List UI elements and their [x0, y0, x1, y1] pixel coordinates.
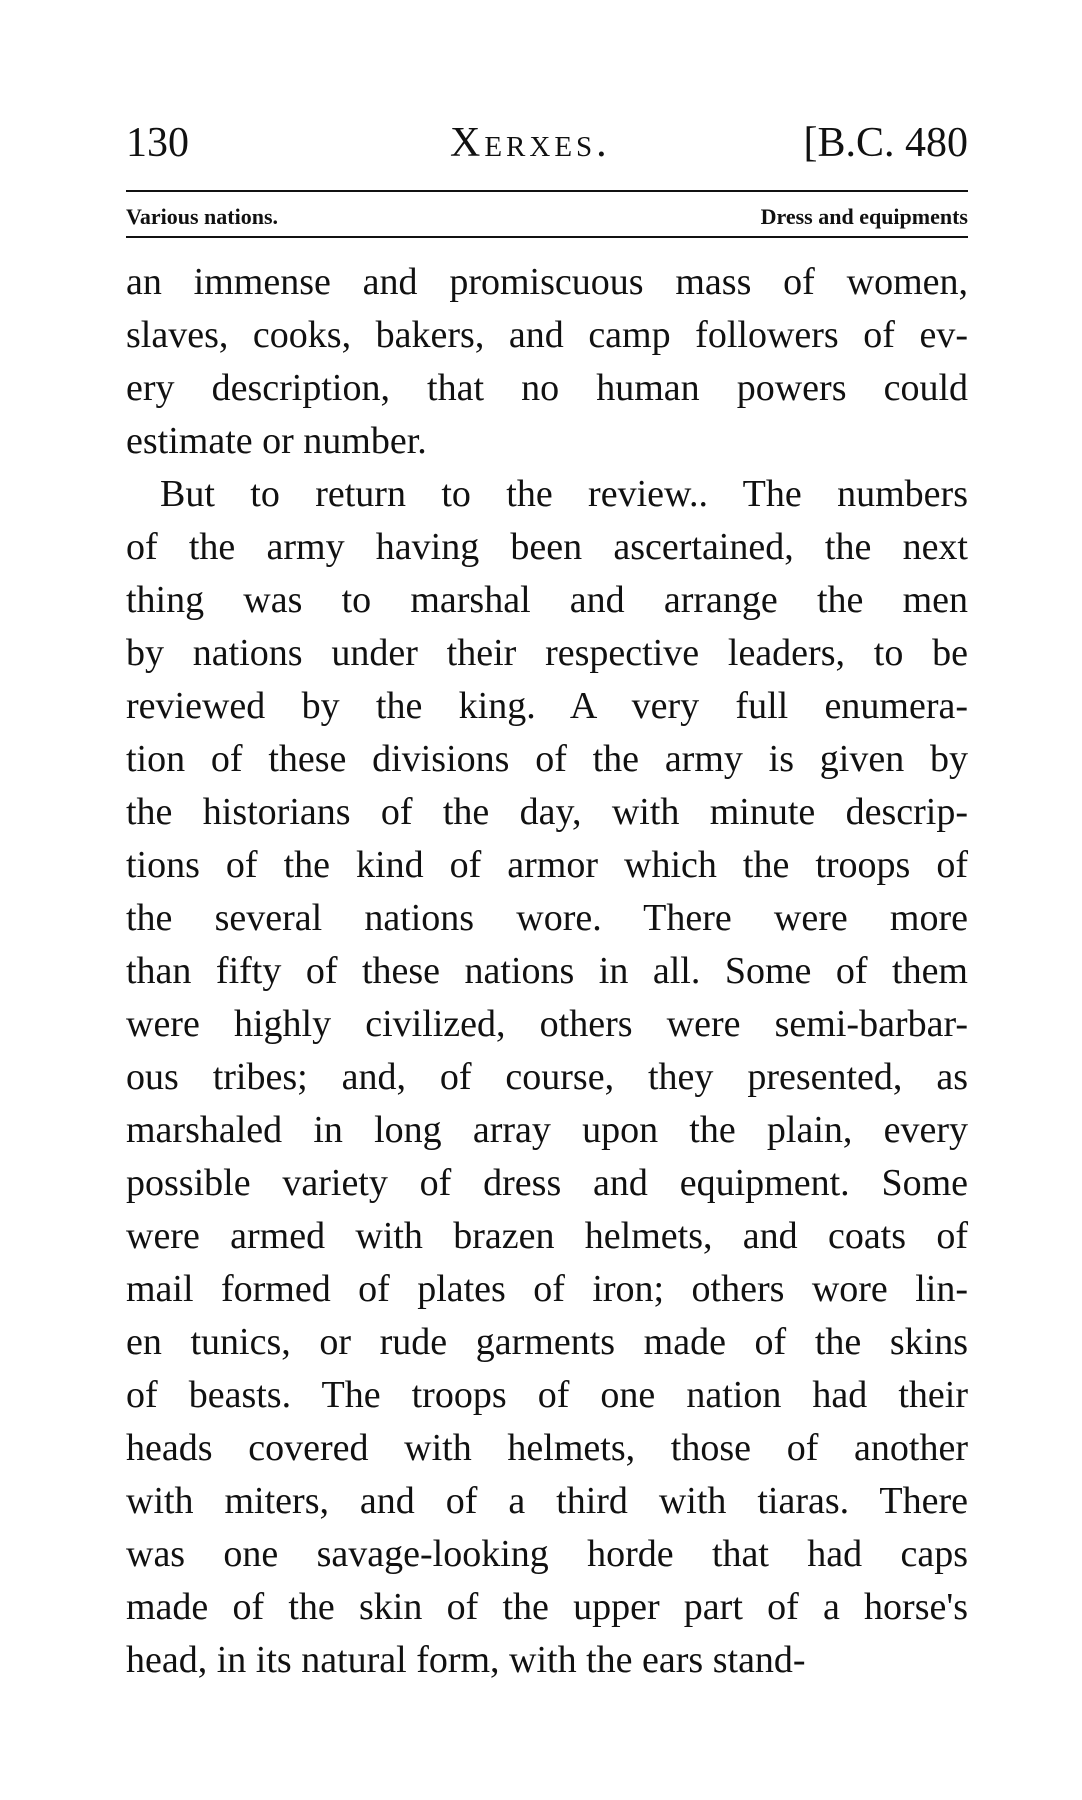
subheader-left: Various nations. [126, 204, 279, 229]
text-line: the historians of the day, with minute descrip- [126, 791, 968, 833]
text-line: tions of the kind of armor which the troops of [126, 844, 968, 886]
text-line: ery description, that no human powers could [126, 367, 968, 409]
page-number: 130 [126, 120, 189, 166]
subheader [126, 200, 968, 234]
text-line: were armed with brazen helmets, and coats of [126, 1215, 968, 1257]
text-line: en tunics, or rude garments made of the skins [126, 1321, 968, 1363]
text-line: But to return to the review.. The numbers [160, 473, 968, 515]
text-line: than fifty of these nations in all. Some of them [126, 950, 968, 992]
text-line: the several nations wore. There were more [126, 897, 968, 939]
paragraph-2 [126, 468, 968, 1687]
date-label: [B.C. 480 [803, 120, 968, 166]
running-title-text: Xerxes. [450, 120, 611, 166]
book-page [126, 112, 968, 1681]
text-line: slaves, cooks, bakers, and camp followers of ev- [126, 314, 968, 356]
text-line: an immense and promiscuous mass of women, [126, 261, 968, 303]
text-line: of the army having been ascertained, the next [126, 526, 968, 568]
header-rule-bottom [126, 236, 968, 238]
subheader-right: Dress and equipments [760, 204, 968, 229]
text-line: with miters, and of a third with tiaras. There [126, 1480, 968, 1522]
header-rule-top [126, 190, 968, 192]
text-line: was one savage-looking horde that had caps [126, 1533, 968, 1575]
text-line: marshaled in long array upon the plain, every [126, 1109, 968, 1151]
text-line: made of the skin of the upper part of a horse's [126, 1586, 968, 1628]
text-line: of beasts. The troops of one nation had their [126, 1374, 968, 1416]
page-header [126, 112, 968, 174]
paragraph-1 [126, 256, 968, 468]
text-line: head, in its natural form, with the ears stand- [126, 1639, 806, 1681]
running-title [450, 112, 611, 174]
text-line: were highly civilized, others were semi-barbar- [126, 1003, 968, 1045]
text-line: reviewed by the king. A very full enumera- [126, 685, 968, 727]
text-line: tion of these divisions of the army is given by [126, 738, 968, 780]
text-line: ous tribes; and, of course, they presented, as [126, 1056, 968, 1098]
text-line: mail formed of plates of iron; others wore lin- [126, 1268, 968, 1310]
text-line: thing was to marshal and arrange the men [126, 579, 968, 621]
text-line: estimate or number. [126, 420, 427, 462]
text-line: possible variety of dress and equipment. Some [126, 1162, 968, 1204]
text-line: by nations under their respective leaders, to be [126, 632, 968, 674]
page-body [126, 256, 968, 1687]
text-line: heads covered with helmets, those of another [126, 1427, 968, 1469]
